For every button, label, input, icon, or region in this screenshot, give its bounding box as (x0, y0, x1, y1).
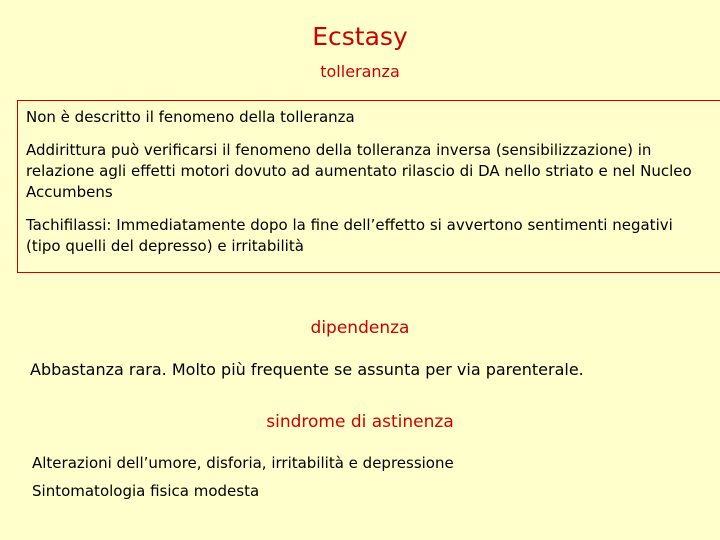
tolleranza-paragraph-2: Addirittura può verificarsi il fenomeno della tolleranza inversa (sensibilizzazione) in relazione agli effetti motori dovuto ad aumentato rilascio di DA nello striato e nel Nucleo Accumbens (26, 141, 692, 201)
section-heading-dipendenza: dipendenza (310, 318, 410, 338)
dipendenza-text: Abbastanza rara. Molto più frequente se assunta per via parenterale. (30, 360, 584, 379)
section-heading-astinenza: sindrome di astinenza (266, 412, 454, 432)
astinenza-line-1: Alterazioni dell’umore, disforia, irritabilità e depressione (32, 454, 454, 472)
tolleranza-paragraph-1: Non è descritto il fenomeno della tolleranza (26, 108, 355, 126)
tolleranza-box (17, 100, 720, 273)
astinenza-line-2: Sintomatologia fisica modesta (32, 482, 260, 500)
section-heading-tolleranza: tolleranza (320, 62, 400, 81)
slide-title: Ecstasy (312, 22, 408, 51)
tolleranza-paragraph-3: Tachifilassi: Immediatamente dopo la fine dell’effetto si avvertono sentimenti negativi (tipo quelli del depresso) e irritabilità (26, 216, 673, 255)
